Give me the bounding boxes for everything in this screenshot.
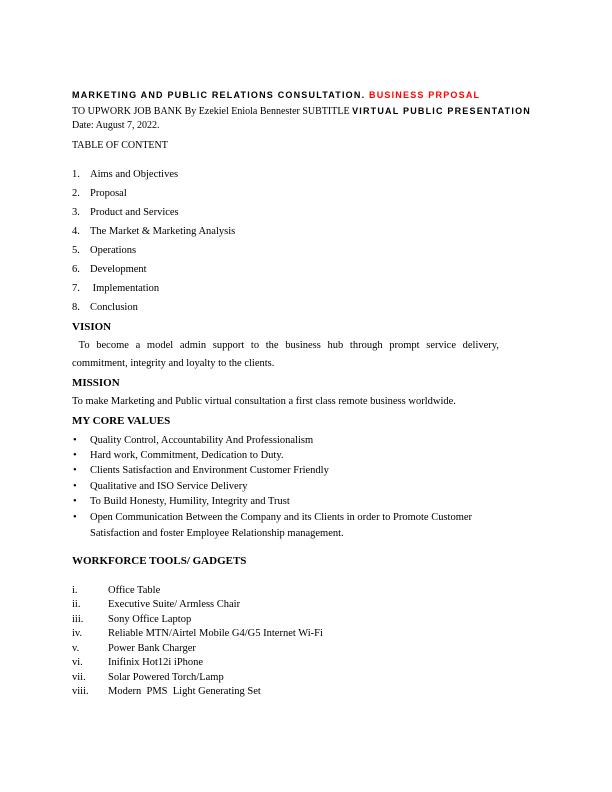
core-values-heading: MY CORE VALUES bbox=[72, 415, 171, 427]
document-title bbox=[72, 89, 480, 101]
bullet-icon: • bbox=[73, 496, 77, 507]
tool-numeral: vi. bbox=[72, 657, 83, 668]
tool-numeral: i. bbox=[72, 585, 78, 596]
core-value-item: Open Communication Between the Company and its Clients in order to Promote Customer Satisfaction and foster Employee Relationship management. bbox=[90, 512, 473, 539]
bullet-icon: • bbox=[73, 512, 77, 523]
tool-item: Modern PMS Light Generating Set bbox=[108, 686, 261, 697]
tool-item: Executive Suite/ Armless Chair bbox=[108, 599, 241, 610]
toc-item: Implementation bbox=[90, 283, 160, 294]
toc-number: 6. bbox=[72, 264, 80, 275]
toc-number: 5. bbox=[72, 245, 80, 256]
toc-item: Proposal bbox=[90, 188, 127, 199]
toc-number: 4. bbox=[72, 226, 80, 237]
toc-item: Product and Services bbox=[90, 207, 179, 218]
toc-item: Aims and Objectives bbox=[90, 169, 179, 180]
subtitle-bold: VIRTUAL PUBLIC PRESENTATION bbox=[352, 106, 531, 116]
toc-number: 8. bbox=[72, 302, 80, 313]
tool-numeral: viii. bbox=[72, 686, 89, 697]
tool-item: Reliable MTN/Airtel Mobile G4/G5 Internet Wi-Fi bbox=[108, 628, 323, 639]
toc-number: 7. bbox=[72, 283, 80, 294]
toc-number: 1. bbox=[72, 169, 80, 180]
bullet-icon: • bbox=[73, 450, 77, 461]
tool-numeral: iv. bbox=[72, 628, 83, 639]
core-value-item: Quality Control, Accountability And Professionalism bbox=[90, 435, 314, 446]
tool-numeral: iii. bbox=[72, 614, 84, 625]
bullet-icon: • bbox=[73, 465, 77, 476]
mission-heading: MISSION bbox=[72, 377, 120, 389]
tool-item: Power Bank Charger bbox=[108, 643, 196, 654]
title-text: MARKETING AND PUBLIC RELATIONS CONSULTATION. bbox=[72, 90, 366, 100]
core-value-item: To Build Honesty, Humility, Integrity and Trust bbox=[90, 496, 290, 507]
subtitle-line bbox=[72, 105, 531, 118]
core-value-item: Hard work, Commitment, Dedication to Duty. bbox=[90, 450, 284, 461]
vision-heading: VISION bbox=[72, 321, 112, 333]
bullet-icon: • bbox=[73, 481, 77, 492]
toc-item: Development bbox=[90, 264, 147, 275]
toc-item: Conclusion bbox=[90, 302, 138, 313]
toc-heading: TABLE OF CONTENT bbox=[72, 140, 168, 151]
tool-item: Solar Powered Torch/Lamp bbox=[108, 672, 224, 683]
toc-item: Operations bbox=[90, 245, 137, 256]
title-red-text: BUSINESS PRPOSAL bbox=[369, 90, 481, 100]
tool-item: Office Table bbox=[108, 585, 161, 596]
mission-text: To make Marketing and Public virtual consultation a first class remote business worldwide. bbox=[72, 396, 456, 407]
toc-item: The Market & Marketing Analysis bbox=[90, 226, 236, 237]
core-value-item: Clients Satisfaction and Environment Customer Friendly bbox=[90, 465, 329, 476]
tool-numeral: ii. bbox=[72, 599, 81, 610]
toc-number: 2. bbox=[72, 188, 80, 199]
tool-numeral: v. bbox=[72, 643, 80, 654]
tools-heading: WORKFORCE TOOLS/ GADGETS bbox=[72, 555, 247, 567]
core-value-item: Qualitative and ISO Service Delivery bbox=[90, 481, 248, 492]
subtitle-text: TO UPWORK JOB BANK By Ezekiel Eniola Bennester SUBTITLE bbox=[72, 106, 350, 117]
toc-number: 3. bbox=[72, 207, 80, 218]
vision-text: To become a model admin support to the business hub through prompt service delivery, commitment, integrity and loyalty to the clients. bbox=[72, 340, 502, 369]
bullet-icon: • bbox=[73, 435, 77, 446]
date: Date: August 7, 2022. bbox=[72, 120, 160, 131]
tool-item: Inifinix Hot12i iPhone bbox=[108, 657, 204, 668]
tool-numeral: vii. bbox=[72, 672, 86, 683]
tool-item: Sony Office Laptop bbox=[108, 614, 192, 625]
